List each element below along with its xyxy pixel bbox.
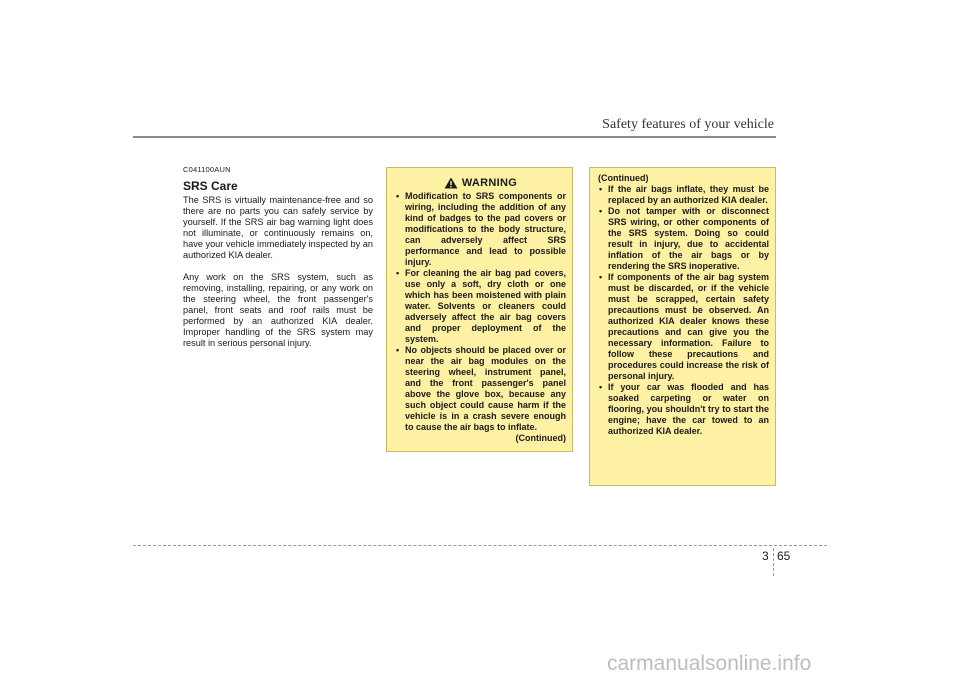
list-item: • If the air bags inflate, they must be replaced by an authorized KIA dealer.: [598, 184, 769, 206]
chapter-number: 3: [762, 549, 769, 563]
warning-list: [395, 191, 566, 433]
warning-title: WARNING: [461, 177, 518, 189]
list-item: • If your car was flooded and has soaked carpeting or water on flooring, you shouldn't try to start the engine; have the car towed to an authorized KIA dealer.: [598, 382, 769, 437]
srs-care-section: [183, 165, 373, 349]
list-item: • If components of the air bag system must be discarded, or if the vehicle must be scrapped, certain safety precautions must be observed. An authorized KIA dealer knows these precautions and can give you the necessary information. Failure to follow these precautions and procedures could increase the risk of personal injury.: [598, 272, 769, 382]
page-number: 65: [777, 549, 791, 563]
header-rule: [133, 136, 776, 138]
header-title: Safety features of your vehicle: [602, 117, 774, 132]
continued-label: (Continued): [515, 433, 566, 443]
warning-list: [598, 184, 769, 437]
list-item: • For cleaning the air bag pad covers, use only a soft, dry cloth or one which has been moistened with plain water. Solvents or cleaners could adversely affect the air bag covers and proper deployment of the system.: [395, 268, 566, 345]
list-item: • No objects should be placed over or near the air bag modules on the steering wheel, instrument panel, and the front passenger's panel above the glove box, because any such object could cause harm if the vehicle is in a crash severe enough to cause the air bags to inflate.: [395, 345, 566, 433]
warning-continued-box: [589, 167, 776, 486]
warning-header: [395, 177, 566, 189]
list-item: • Modification to SRS components or wiring, including the addition of any kind of badges to the pad covers or modifications to the body structure, can adversely affect SRS performance and lead to possible injury.: [395, 191, 566, 268]
section-code: C041100AUN: [183, 165, 231, 174]
continued-heading: (Continued): [598, 173, 649, 183]
footer-rule: [133, 545, 827, 546]
paragraph: The SRS is virtually maintenance-free and so there are no parts you can safely service by yourself. If the SRS air bag warning light does not illuminate, or continuously remains on, have your vehicle immediately inspected by an authorized KIA dealer.: [183, 195, 373, 260]
section-title: SRS Care: [183, 179, 238, 193]
list-item: • Do not tamper with or disconnect SRS wiring, or other components of the SRS system. Doing so could result in injury, due to accidental inflation of the air bags or by rendering the SRS inoperative.: [598, 206, 769, 272]
warning-triangle-icon: [444, 177, 458, 189]
paragraph: Any work on the SRS system, such as removing, installing, repairing, or any work on the steering wheel, the front passenger's panel, front seats and roof rails must be performed by an authorized KIA dealer. Improper handling of the SRS system may result in serious personal injury.: [183, 272, 373, 348]
watermark: carmanualsonline.info: [607, 652, 812, 675]
warning-box: [386, 167, 573, 452]
page-divider: [773, 548, 774, 576]
